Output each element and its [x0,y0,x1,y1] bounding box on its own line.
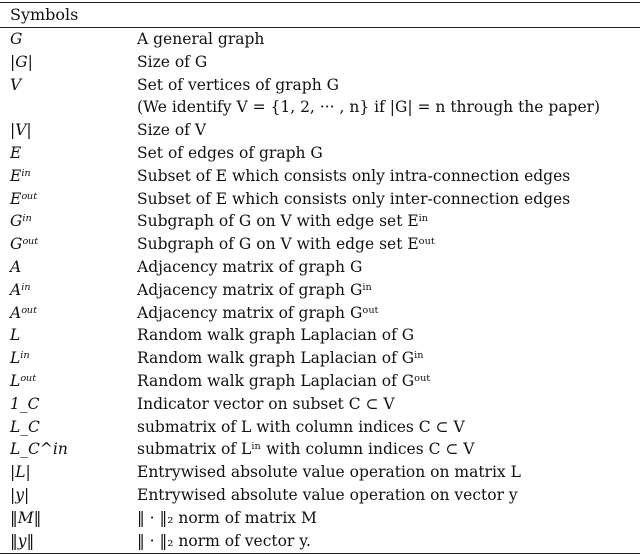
table-row [0,51,640,74]
table-row [0,233,640,256]
symbol-cell: Eᵒᵘᵗ [10,189,38,208]
table-row [0,324,640,347]
symbol-cell: 1_C [10,394,40,413]
table-row [0,302,640,325]
symbol-cell: G [10,30,23,48]
symbol-cell: |L| [10,463,31,482]
table-row [0,370,640,393]
symbol-cell: ‖M‖ [10,508,42,527]
description-cell: Set of edges of graph G [137,143,323,162]
description-cell: A general graph [137,30,265,48]
table-row [0,438,640,461]
description-cell: Random walk graph Laplacian of G [137,326,415,345]
table-header: Symbols [10,5,79,24]
description-cell: Adjacency matrix of graph Gᵒᵘᵗ [137,303,379,322]
description-cell: Set of vertices of graph G [137,75,339,94]
table-row [0,279,640,302]
symbol-cell: Aᵒᵘᵗ [10,303,38,322]
symbol-cell: |G| [10,52,33,71]
symbol-cell: L_C^in [10,440,68,459]
description-cell: Entrywised absolute value operation on vector y [137,485,518,504]
table-row [0,416,640,439]
symbol-cell: Eⁱⁿ [10,166,31,185]
table-row [0,74,640,97]
symbol-cell: L [10,326,21,345]
description-cell: Adjacency matrix of graph Gⁱⁿ [137,280,373,299]
description-cell: Subset of E which consists only inter-connection edges [137,189,571,208]
description-cell: Entrywised absolute value operation on matrix L [137,463,521,482]
table-row [0,347,640,370]
description-cell: Indicator vector on subset C ⊂ V [137,394,395,413]
description-cell: (We identify V = {1, 2, ··· , n} if |G| = n through the paper) [137,98,601,117]
symbol-cell: Lⁱⁿ [10,349,30,368]
symbol-cell: |V| [10,121,32,140]
table-row [0,393,640,416]
table-row [0,119,640,142]
table-body [0,28,640,552]
symbol-cell: Gⁱⁿ [10,212,32,231]
description-cell: Subset of E which consists only intra-connection edges [137,166,571,185]
table-row [0,461,640,484]
description-cell: Subgraph of G on V with edge set Eⁱⁿ [137,212,429,231]
symbol-cell: E [10,143,22,162]
table-row [0,484,640,507]
symbol-cell: |y| [10,485,30,504]
table-row [0,28,640,51]
table-row [0,210,640,233]
description-cell: Size of V [137,121,207,140]
symbol-cell: Lᵒᵘᵗ [10,371,37,390]
description-cell: submatrix of L with column indices C ⊂ V [137,417,465,436]
symbol-cell: V [10,75,22,94]
description-cell: Adjacency matrix of graph G [137,257,363,276]
description-cell: ‖ · ‖₂ norm of matrix M [137,508,317,527]
symbol-cell: A [10,257,22,276]
table-bottom-rule [0,553,640,554]
description-cell: submatrix of Lⁱⁿ with column indices C ⊂ V [137,440,475,459]
symbol-cell: L_C [10,417,40,436]
description-cell: Subgraph of G on V with edge set Eᵒᵘᵗ [137,235,435,254]
table-top-rule [0,2,640,3]
description-cell: Size of G [137,52,208,71]
symbol-cell: Gᵒᵘᵗ [10,235,39,254]
description-cell: ‖ · ‖₂ norm of vector y. [137,531,311,550]
symbol-cell: Aⁱⁿ [10,280,31,299]
table-row [0,142,640,165]
table-row [0,530,640,553]
table-row [0,188,640,211]
table-row [0,256,640,279]
table-row [0,165,640,188]
description-cell: Random walk graph Laplacian of Gⁱⁿ [137,349,424,368]
description-cell: Random walk graph Laplacian of Gᵒᵘᵗ [137,371,431,390]
table-row [0,507,640,530]
symbol-cell: ‖y‖ [10,531,35,550]
table-row [0,96,640,119]
